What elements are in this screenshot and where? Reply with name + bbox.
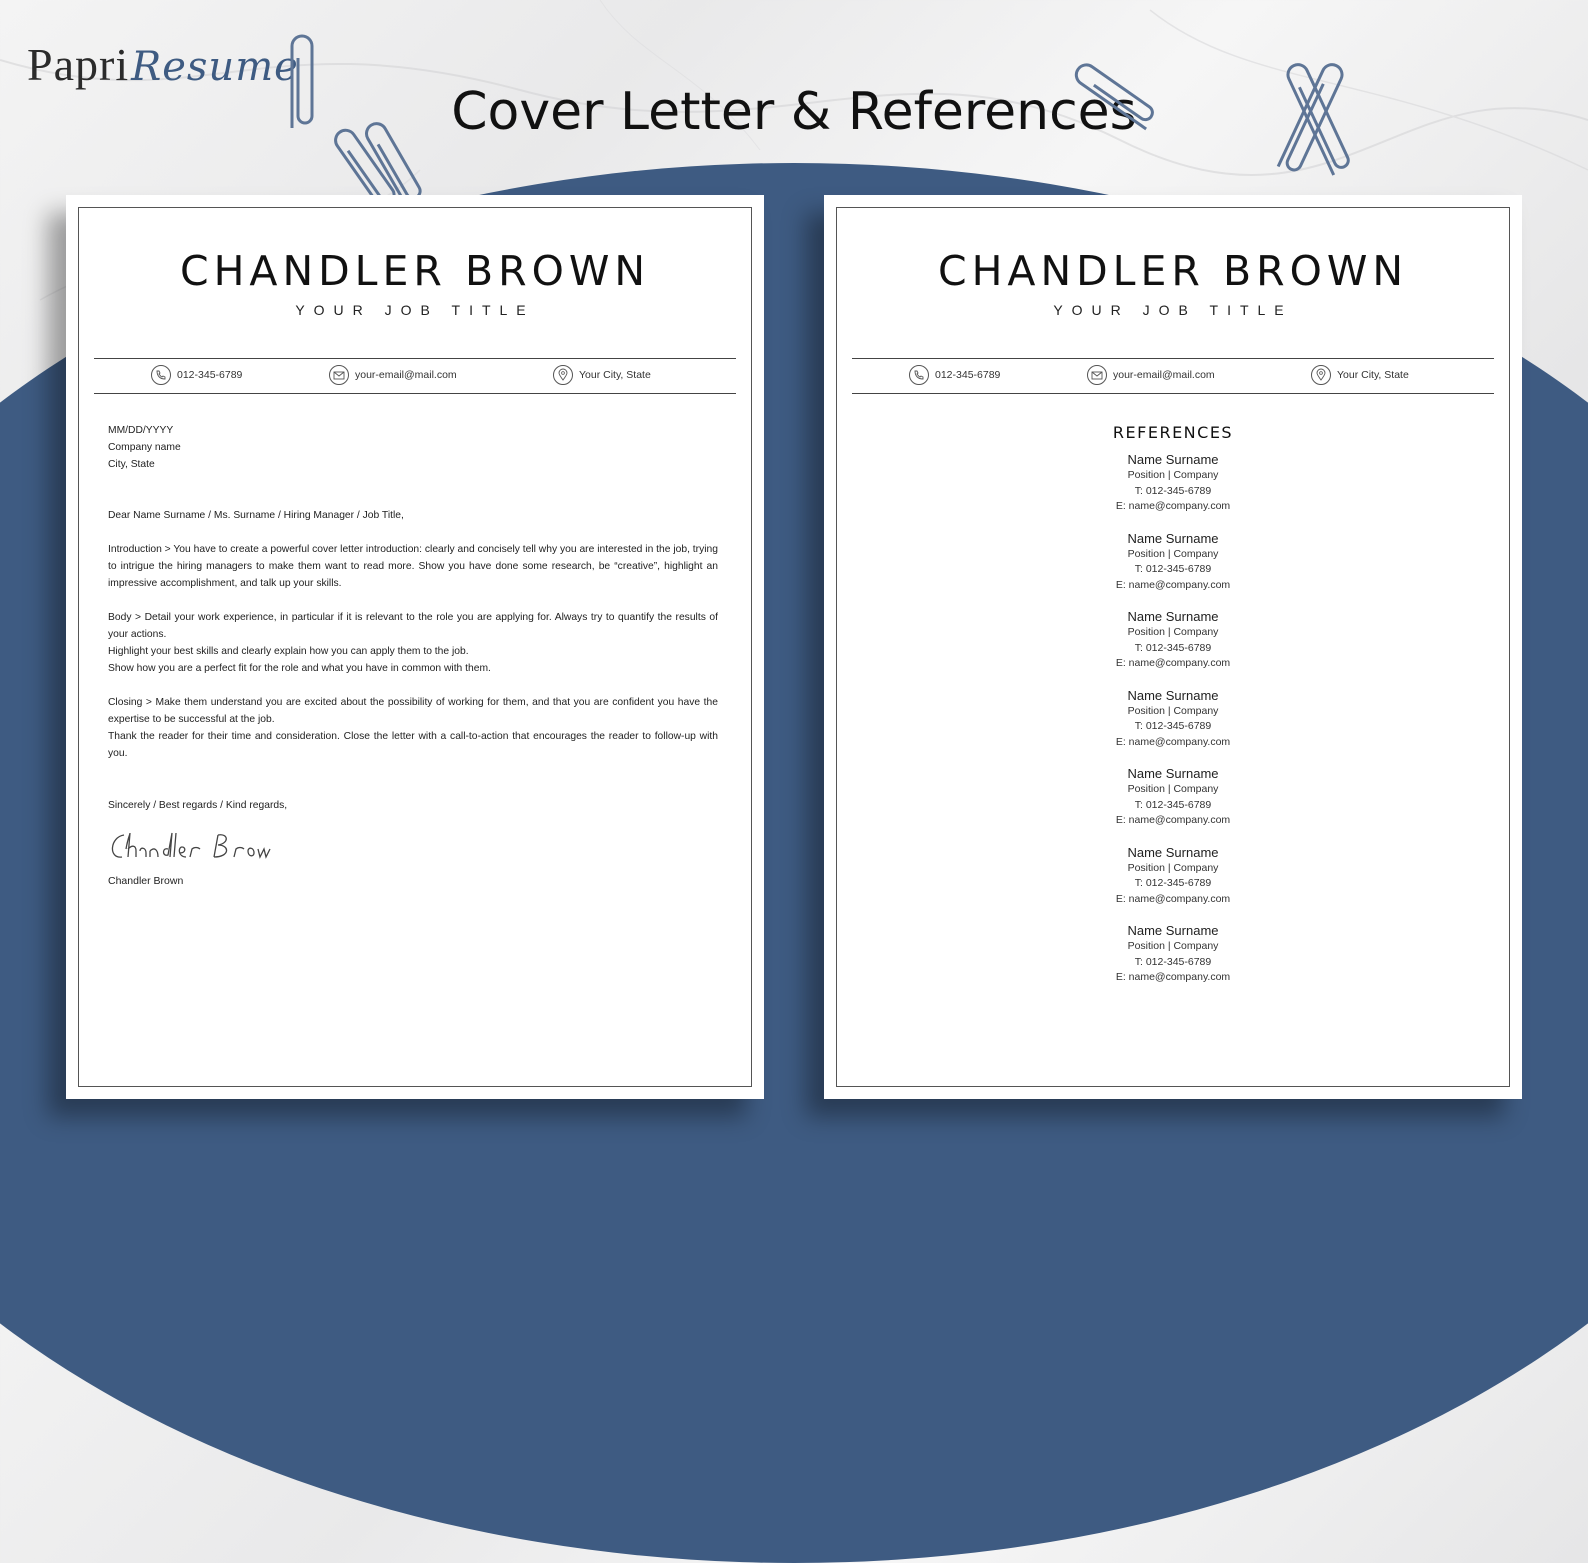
reference-phone: T: 012-345-6789	[1134, 563, 1212, 575]
logo-text: Papri	[27, 39, 130, 90]
email-icon	[328, 364, 350, 386]
contact-location	[552, 364, 651, 386]
reference-position: Position | Company	[1127, 783, 1219, 795]
letter-salutation: Dear Name Surname / Ms. Surname / Hiring Manager / Job Title,	[108, 510, 404, 521]
contact-email	[1086, 364, 1215, 386]
reference-item	[824, 452, 1522, 515]
email-text: your-email@mail.com	[355, 369, 457, 381]
reference-phone: T: 012-345-6789	[1134, 720, 1212, 732]
signed-name: Chandler Brown	[108, 875, 184, 887]
reference-email: E: name@company.com	[1115, 657, 1231, 669]
phone-icon	[908, 364, 930, 386]
contact-bar	[94, 358, 736, 394]
reference-name: Name Surname	[1127, 923, 1219, 938]
references-page	[824, 195, 1522, 1099]
letter-closing-1: Closing > Make them understand you are excited about the possibility of working for them, and that you are confident you have the expertise to be successful at the job.	[108, 697, 718, 725]
reference-name: Name Surname	[1127, 766, 1219, 781]
reference-email: E: name@company.com	[1115, 971, 1231, 983]
reference-name: Name Surname	[1127, 452, 1219, 467]
location-pin-icon	[1310, 364, 1332, 386]
reference-position: Position | Company	[1127, 547, 1219, 560]
paperclip-icon	[1270, 58, 1360, 188]
reference-item	[824, 688, 1522, 751]
job-title: YOUR JOB TITLE	[1053, 302, 1293, 318]
reference-position: Position | Company	[1127, 861, 1219, 874]
letter-intro: Introduction > You have to create a powerful cover letter introduction: clearly and concisely tell why you are interested in the job, trying to intrigue the hiring managers to make them want to read more. Show you have done some research, be “creative”, highlight an impressive accomplishment, and talk up your skills.	[108, 544, 718, 589]
job-title: YOUR JOB TITLE	[295, 302, 535, 318]
reference-email: E: name@company.com	[1115, 735, 1231, 748]
letter-body-3: Show how you are a perfect fit for the role and what you have in common with them.	[108, 663, 491, 674]
letter-city: City, State	[108, 459, 155, 470]
phone-icon	[150, 364, 172, 386]
reference-name: Name Surname	[1127, 530, 1219, 546]
letter-body-1: Body > Detail your work experience, in particular if it is relevant to the role you are applying for. Always try to quantify the results of your actions.	[108, 612, 718, 640]
letter-closing-2: Thank the reader for their time and consideration. Close the letter with a call-to-action that encourages the reader to follow-up with you.	[108, 731, 718, 759]
phone-text: 012-345-6789	[935, 369, 1001, 381]
location-text: Your City, State	[1337, 369, 1409, 381]
contact-email	[328, 364, 457, 386]
reference-position: Position | Company	[1127, 704, 1219, 717]
letter-date: MM/DD/YYYY	[108, 425, 174, 436]
handwritten-signature	[106, 827, 276, 867]
reference-phone: T: 012-345-6789	[1134, 955, 1212, 968]
reference-phone: T: 012-345-6789	[1134, 877, 1212, 889]
location-text: Your City, State	[579, 369, 651, 381]
references-heading: REFERENCES	[1112, 423, 1234, 442]
reference-position: Position | Company	[1127, 626, 1219, 638]
letter-company: Company name	[108, 442, 181, 453]
contact-phone	[908, 364, 1000, 386]
reference-name: Name Surname	[1127, 687, 1219, 703]
reference-item	[824, 923, 1522, 986]
page-title: Cover Letter & References	[451, 82, 1137, 142]
email-text: your-email@mail.com	[1113, 369, 1215, 381]
paperclip-icon	[280, 28, 320, 138]
paperclip-icon	[330, 108, 440, 198]
reference-name: Name Surname	[1127, 609, 1219, 624]
phone-text: 012-345-6789	[177, 369, 243, 381]
reference-phone: T: 012-345-6789	[1134, 798, 1212, 811]
contact-phone	[150, 364, 242, 386]
reference-item	[824, 609, 1522, 672]
reference-name: Name Surname	[1127, 844, 1219, 860]
letter-signoff: Sincerely / Best regards / Kind regards,	[108, 800, 288, 811]
reference-email: E: name@company.com	[1115, 814, 1231, 826]
contact-bar	[852, 358, 1494, 394]
logo-script-text: Resume	[131, 44, 299, 90]
cover-letter-page	[66, 195, 764, 1099]
letter-body	[108, 422, 718, 814]
reference-phone: T: 012-345-6789	[1134, 641, 1212, 654]
reference-email: E: name@company.com	[1115, 500, 1231, 512]
letter-body-2: Highlight your best skills and clearly explain how you can apply them to the job.	[108, 646, 469, 657]
reference-phone: T: 012-345-6789	[1134, 484, 1212, 497]
contact-location	[1310, 364, 1409, 386]
reference-item	[824, 845, 1522, 908]
reference-position: Position | Company	[1127, 940, 1219, 952]
reference-item	[824, 531, 1522, 594]
reference-email: E: name@company.com	[1115, 892, 1231, 905]
reference-position: Position | Company	[1127, 469, 1219, 481]
location-pin-icon	[552, 364, 574, 386]
candidate-name: CHANDLER BROWN	[937, 247, 1409, 295]
email-icon	[1086, 364, 1108, 386]
candidate-name: CHANDLER BROWN	[179, 247, 651, 295]
reference-item	[824, 766, 1522, 829]
paperclip-icon	[1060, 50, 1170, 140]
reference-email: E: name@company.com	[1115, 578, 1231, 591]
references-section	[824, 423, 1522, 1002]
